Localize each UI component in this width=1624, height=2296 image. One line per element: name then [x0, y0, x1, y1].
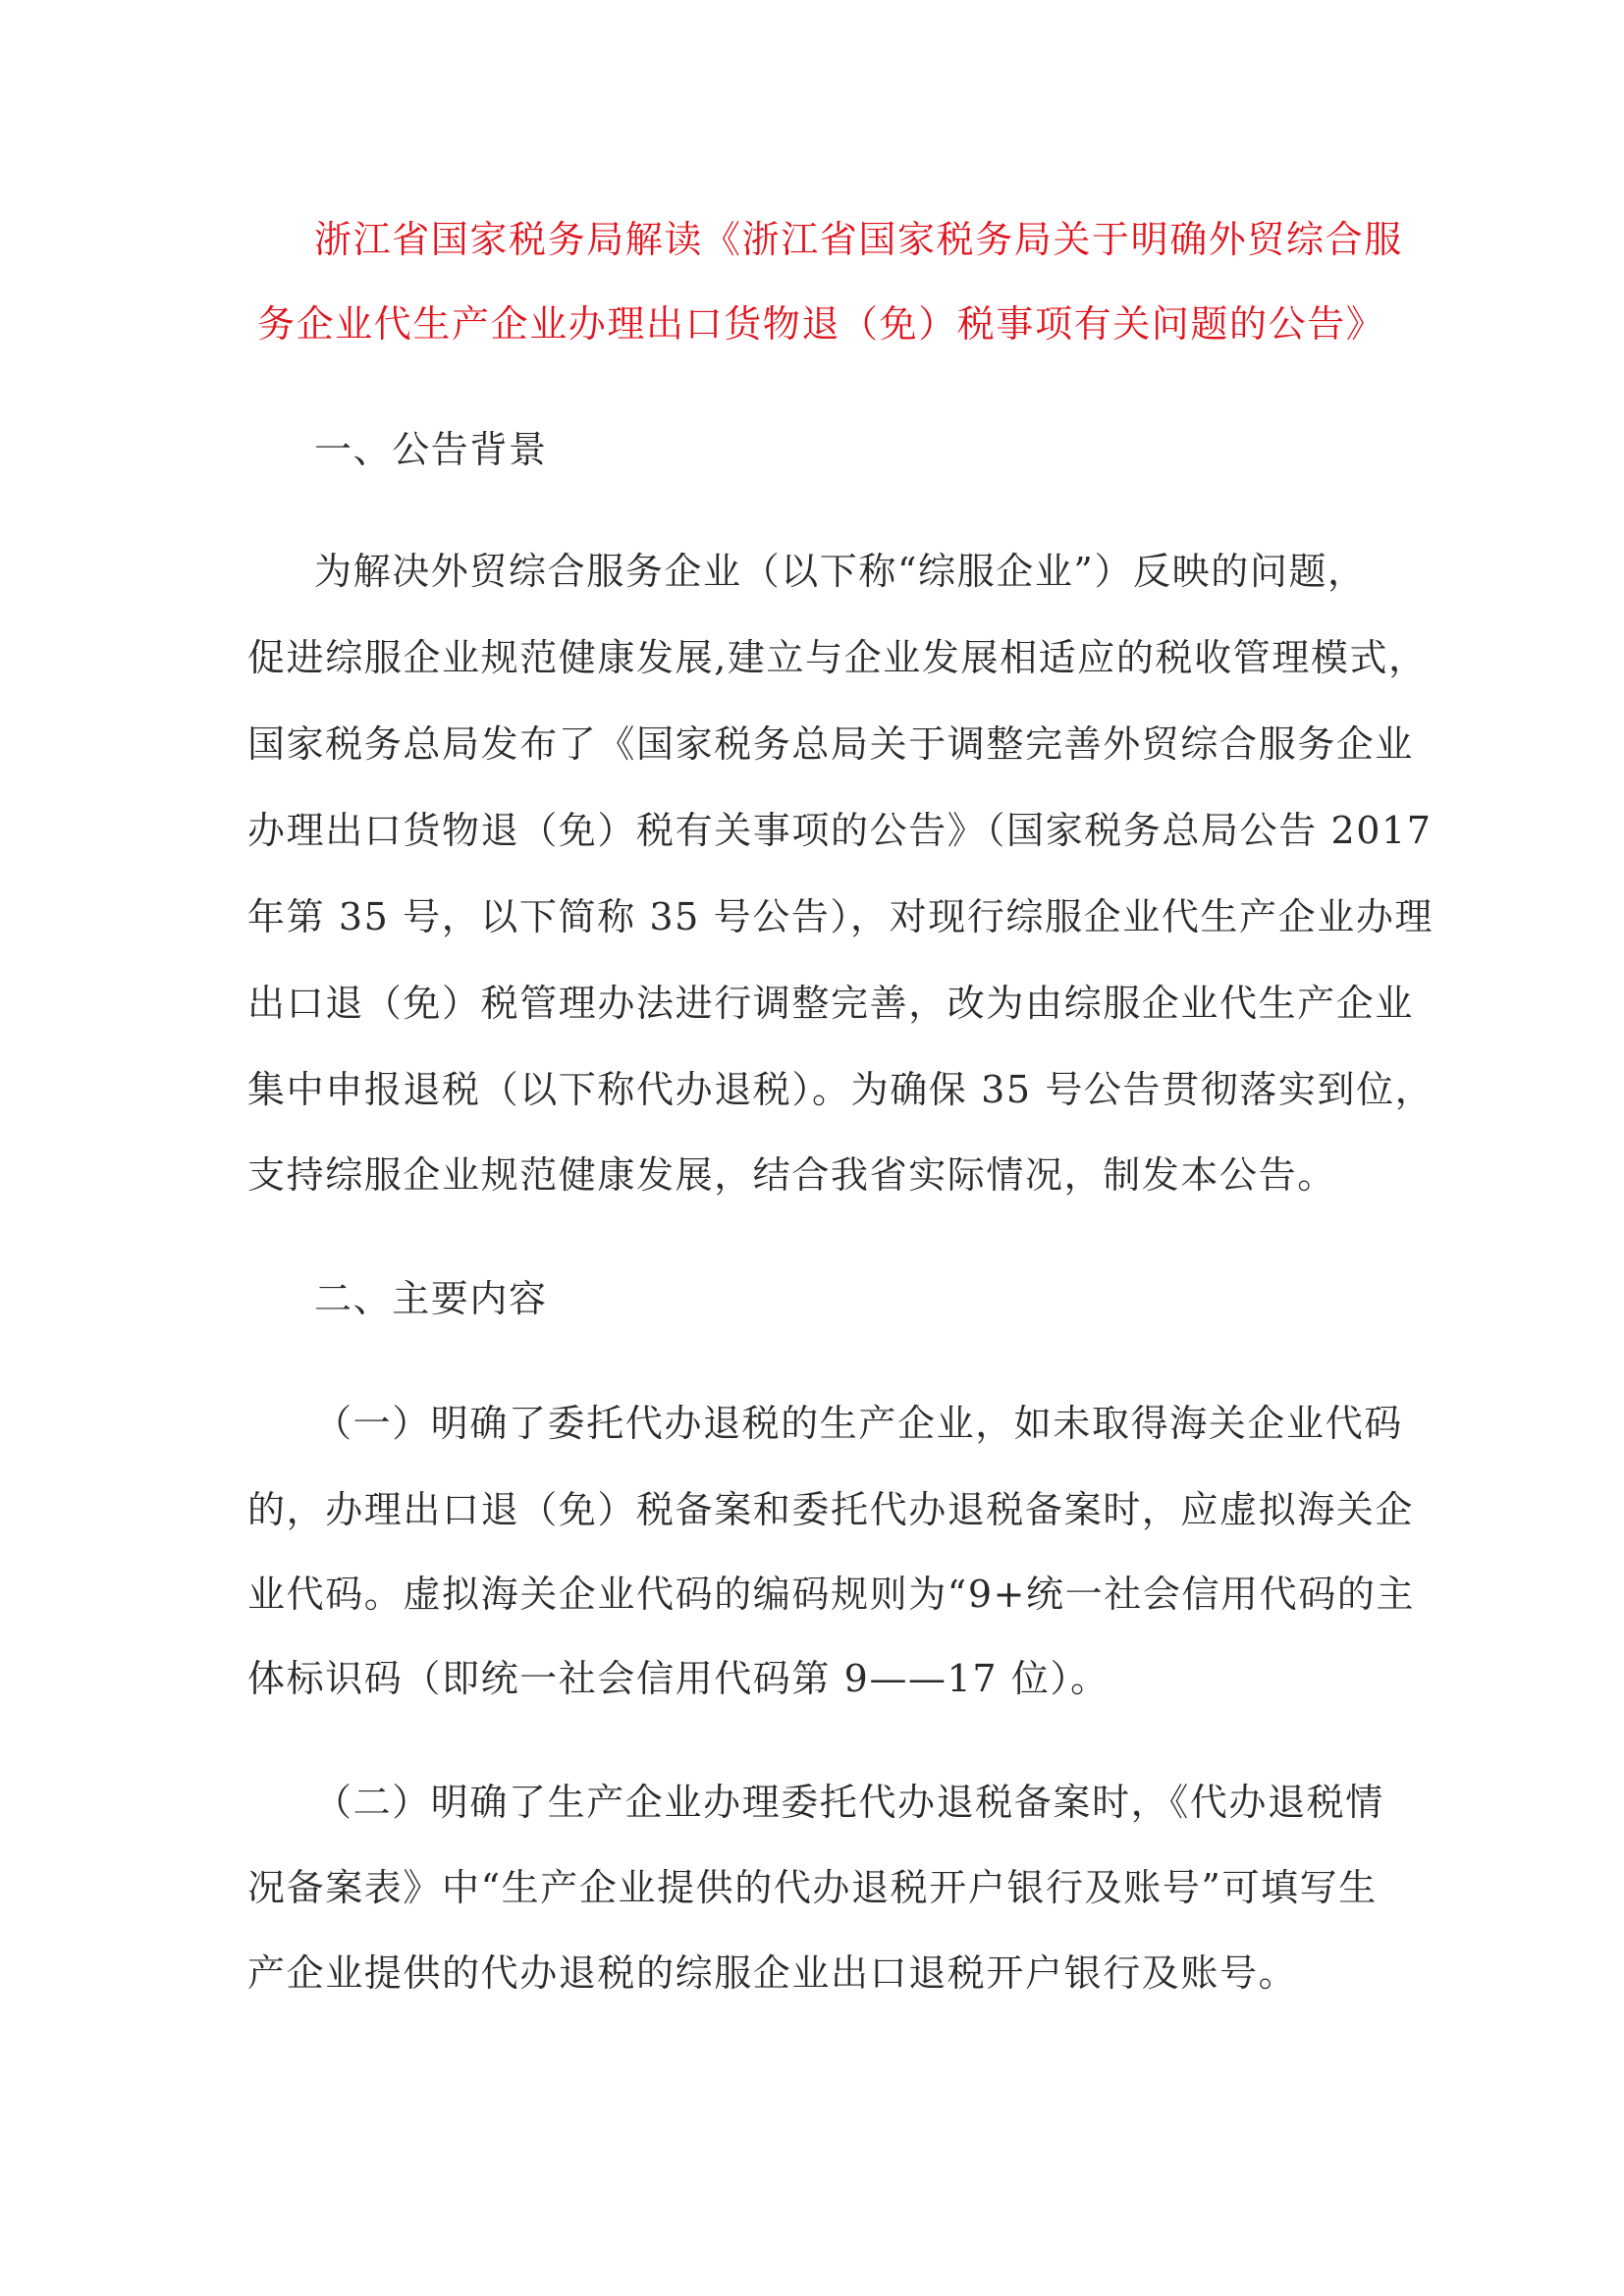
- section-heading-main-content: 二、主要内容: [314, 1277, 548, 1320]
- paragraph-line: 年第 35 号，以下简称 35 号公告），对现行综服企业代生产企业办理: [247, 895, 1435, 938]
- paragraph-line: 国家税务总局发布了《国家税务总局关于调整完善外贸综合服务企业: [247, 722, 1415, 766]
- item-2-line: （二）明确了生产企业办理委托代办退税备案时，《代办退税情: [314, 1781, 1384, 1824]
- item-2-line: 况备案表》中“生产企业提供的代办退税开户银行及账号”可填写生: [247, 1866, 1378, 1909]
- item-1-line: （一）明确了委托代办退税的生产企业，如未取得海关企业代码: [314, 1402, 1403, 1445]
- paragraph-line: 为解决外贸综合服务企业（以下称“综服企业”）反映的问题，: [314, 550, 1367, 593]
- item-1-line: 体标识码（即统一社会信用代码第 9——17 位）。: [247, 1657, 1110, 1700]
- paragraph-line: 出口退（免）税管理办法进行调整完善，改为由综服企业代生产企业: [247, 982, 1415, 1025]
- title-line-2: 务企业代生产企业办理出口货物退（免）税事项有关问题的公告》: [257, 302, 1385, 346]
- section-heading-background: 一、公告背景: [314, 428, 548, 471]
- item-1-line: 的，办理出口退（免）税备案和委托代办退税备案时，应虚拟海关企: [247, 1488, 1415, 1531]
- item-2-line: 产企业提供的代办退税的综服企业出口退税开户银行及账号。: [247, 1951, 1298, 1995]
- item-1-line: 业代码。虚拟海关企业代码的编码规则为“9+统一社会信用代码的主: [247, 1573, 1416, 1616]
- paragraph-line: 促进综服企业规范健康发展,建立与企业发展相适应的税收管理模式，: [247, 636, 1428, 679]
- paragraph-line: 支持综服企业规范健康发展，结合我省实际情况，制发本公告。: [247, 1153, 1336, 1197]
- paragraph-line: 集中申报退税（以下称代办退税）。为确保 35 号公告贯彻落实到位，: [247, 1068, 1435, 1111]
- title-line-1: 浙江省国家税务局解读《浙江省国家税务局关于明确外贸综合服: [314, 218, 1403, 261]
- paragraph-line: 办理出口货物退（免）税有关事项的公告》（国家税务总局公告 2017: [247, 809, 1433, 852]
